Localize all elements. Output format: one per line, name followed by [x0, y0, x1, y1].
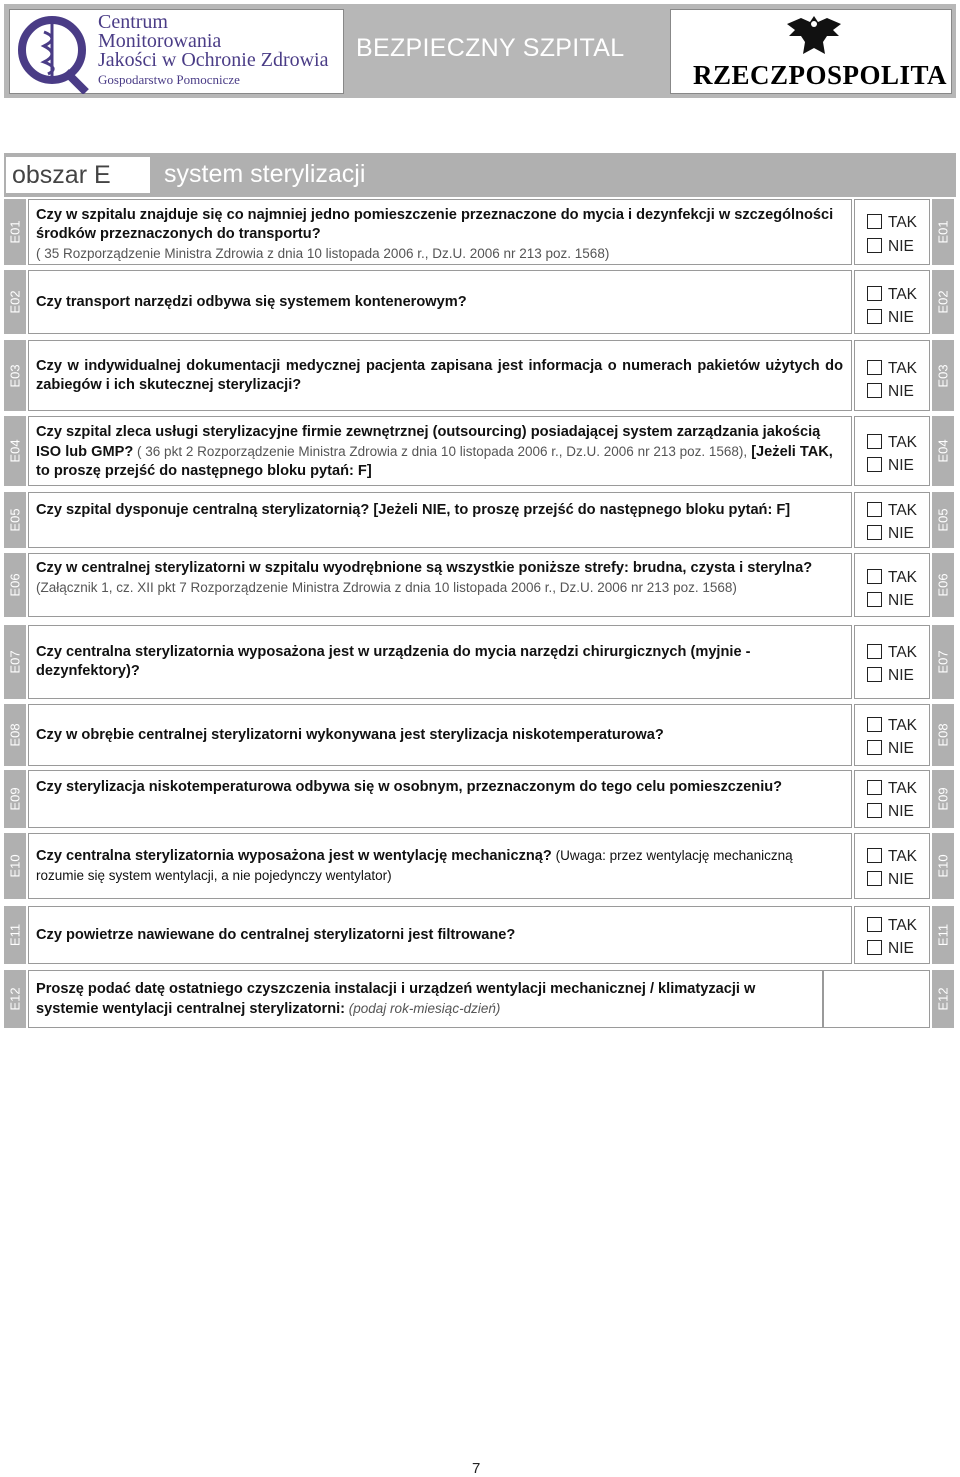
question-text-box: [28, 970, 823, 1028]
checkbox-icon: [867, 848, 882, 863]
checkbox-icon: [867, 286, 882, 301]
question-code-left: E11: [4, 906, 26, 964]
section-code: obszar E: [6, 157, 150, 193]
nie-checkbox[interactable]: NIE: [867, 940, 914, 958]
checkbox-icon: [867, 940, 882, 955]
question-code-right: E08: [932, 704, 954, 766]
question-text: Czy centralna sterylizatornia wyposażona jest w wentylację mechaniczną?: [36, 848, 552, 864]
answer-box: [854, 492, 930, 548]
q-caduceus-icon: [14, 12, 96, 94]
question-code-right: E01: [932, 199, 954, 265]
question-text: Czy powietrze nawiewane do centralnej sterylizatorni jest filtrowane?: [36, 926, 516, 943]
question-text: Czy centralna sterylizatornia wyposażona jest w urządzenia do mycia narzędzi chirurgicznych (myjnie - dezynfektory)?: [36, 644, 751, 679]
question-code-left: E09: [4, 770, 26, 828]
tak-checkbox[interactable]: TAK: [867, 360, 917, 378]
checkbox-icon: [867, 383, 882, 398]
checkbox-icon: [867, 502, 882, 517]
answer-box: [854, 704, 930, 766]
question-code-right: E12: [932, 970, 954, 1028]
question-text-box: [28, 416, 852, 486]
checkbox-icon: [867, 214, 882, 229]
org-name-line3: Jakości w Ochronie Zdrowia: [98, 49, 329, 71]
checkbox-icon: [867, 238, 882, 253]
question-code-left: E05: [4, 492, 26, 548]
checkbox-icon: [867, 457, 882, 472]
answer-box: [854, 906, 930, 964]
question-row-e05: [4, 492, 956, 548]
question-row-e12: [4, 970, 956, 1028]
answer-box: [854, 833, 930, 899]
nie-checkbox[interactable]: NIE: [867, 238, 914, 256]
checkbox-icon: [867, 871, 882, 886]
question-row-e06: [4, 553, 956, 617]
nie-checkbox[interactable]: NIE: [867, 871, 914, 889]
checkbox-icon: [867, 592, 882, 607]
question-text: Proszę podać datę ostatniego czyszczenia instalacji i urządzeń wentylacji mechanicznej / klimatyzacji w systemie wentylacji centralnej sterylizatorni:: [36, 981, 756, 1017]
tak-checkbox[interactable]: TAK: [867, 569, 917, 587]
question-row-e10: [4, 833, 956, 899]
checkbox-icon: [867, 780, 882, 795]
nie-checkbox[interactable]: NIE: [867, 383, 914, 401]
org-name-line2: Monitorowania: [98, 30, 222, 52]
answer-box: [854, 416, 930, 486]
page-number: 7: [472, 1460, 481, 1477]
tak-checkbox[interactable]: TAK: [867, 780, 917, 798]
question-text-box: [28, 492, 852, 548]
nie-checkbox[interactable]: NIE: [867, 667, 914, 685]
header-banner: [4, 4, 956, 98]
question-text-box: [28, 704, 852, 766]
question-text-box: [28, 906, 852, 964]
question-text-box: [28, 270, 852, 334]
question-code-right: E02: [932, 270, 954, 334]
nie-checkbox[interactable]: NIE: [867, 592, 914, 610]
cmj-logo: [9, 9, 344, 94]
checkbox-icon: [867, 360, 882, 375]
question-code-left: E10: [4, 833, 26, 899]
question-code-right: E05: [932, 492, 954, 548]
checkbox-icon: [867, 740, 882, 755]
question-code-right: E09: [932, 770, 954, 828]
question-row-e03: [4, 340, 956, 411]
question-text-box: [28, 625, 852, 699]
tak-checkbox[interactable]: TAK: [867, 717, 917, 735]
question-row-e11: [4, 906, 956, 964]
question-row-e01: [4, 199, 956, 265]
tak-checkbox[interactable]: TAK: [867, 848, 917, 866]
answer-box: [854, 270, 930, 334]
org-name-line4: Gospodarstwo Pomocnicze: [98, 72, 240, 87]
eagle-icon: [783, 12, 845, 58]
answer-box: [854, 770, 930, 828]
answer-box: [854, 625, 930, 699]
question-text-box: [28, 833, 852, 899]
checkbox-icon: [867, 569, 882, 584]
page-title: BEZPIECZNY SZPITAL: [356, 34, 625, 62]
question-text: Czy szpital dysponuje centralną sterylizatornią? [Jeżeli NIE, to proszę przejść do następnego bloku pytań: F]: [36, 502, 791, 518]
tak-checkbox[interactable]: TAK: [867, 644, 917, 662]
checkbox-icon: [867, 803, 882, 818]
tak-checkbox[interactable]: TAK: [867, 214, 917, 232]
question-text: Czy w obrębie centralnej sterylizatorni wykonywana jest sterylizacja niskotemperaturowa?: [36, 726, 664, 743]
question-code-right: E10: [932, 833, 954, 899]
nie-checkbox[interactable]: NIE: [867, 525, 914, 543]
org-name-line1: Centrum: [98, 11, 168, 33]
tak-checkbox[interactable]: TAK: [867, 917, 917, 935]
checkbox-icon: [867, 667, 882, 682]
question-code-left: E12: [4, 970, 26, 1028]
question-code-left: E01: [4, 199, 26, 265]
question-row-e09: [4, 770, 956, 828]
question-code-right: E11: [932, 906, 954, 964]
checkbox-icon: [867, 644, 882, 659]
question-code-left: E03: [4, 340, 26, 411]
nie-checkbox[interactable]: NIE: [867, 803, 914, 821]
question-row-e02: [4, 270, 956, 334]
question-code-right: E03: [932, 340, 954, 411]
skip-instruction: [Jeżeli TAK, to proszę przejść do następnego bloku pytań: F]: [36, 444, 833, 479]
nie-checkbox[interactable]: NIE: [867, 309, 914, 327]
question-text: Czy sterylizacja niskotemperaturowa odbywa się w osobnym, przeznaczonym do tego celu pomieszczeniu?: [36, 779, 783, 795]
question-row-e08: [4, 704, 956, 766]
checkbox-icon: [867, 309, 882, 324]
tak-checkbox[interactable]: TAK: [867, 434, 917, 452]
nie-checkbox[interactable]: NIE: [867, 740, 914, 758]
question-text-box: [28, 770, 852, 828]
question-code-right: E07: [932, 625, 954, 699]
question-text-box: [28, 340, 852, 411]
tak-checkbox[interactable]: TAK: [867, 502, 917, 520]
tak-checkbox[interactable]: TAK: [867, 286, 917, 304]
date-input-field[interactable]: [823, 970, 930, 1028]
question-row-e04: [4, 416, 956, 486]
section-title: system sterylizacji: [164, 160, 366, 188]
partner-name: RZECZPOSPOLITA: [693, 60, 948, 90]
question-code-right: E04: [932, 416, 954, 486]
question-row-e07: [4, 625, 956, 699]
answer-box: [854, 199, 930, 265]
question-code-left: E07: [4, 625, 26, 699]
question-code-left: E02: [4, 270, 26, 334]
question-code-left: E08: [4, 704, 26, 766]
checkbox-icon: [867, 525, 882, 540]
legal-reference: (Załącznik 1, cz. XII pkt 7 Rozporządzenie Ministra Zdrowia z dnia 10 listopada 2006 r., Dz.U. 2006 nr 213 poz. 1568): [36, 580, 737, 595]
checkbox-icon: [867, 917, 882, 932]
legal-reference: ( 36 pkt 2 Rozporządzenie Ministra Zdrowia z dnia 10 listopada 2006 r., Dz.U. 2006 nr 213 poz. 1568),: [133, 444, 748, 459]
question-text: Czy szpital zleca usługi sterylizacyjne firmie zewnętrznej (outsourcing) posiadającej system zarządzania jakością ISO lub GMP?: [36, 424, 821, 460]
question-note: (Uwaga: przez wentylację mechaniczną rozumie się system wentylacji, a nie pojedynczy wentylator): [36, 848, 793, 883]
question-text: Czy w szpitalu znajduje się co najmniej jedno pomieszczenie przeznaczone do mycia i dezynfekcji w szczególności środków przeznaczonych do transportu?: [36, 207, 834, 242]
question-text: Czy w centralnej sterylizatorni w szpitalu wyodrębnione są wszystkie poniższe strefy: brudna, czysta i sterylna?: [36, 560, 813, 576]
section-header: [4, 153, 956, 197]
legal-reference: ( 35 Rozporządzenie Ministra Zdrowia z dnia 10 listopada 2006 r., Dz.U. 2006 nr 213 poz. 1568): [36, 246, 610, 261]
answer-box: [854, 340, 930, 411]
question-note: (podaj rok-miesiąc-dzień): [345, 1001, 501, 1016]
nie-checkbox[interactable]: NIE: [867, 457, 914, 475]
rzeczpospolita-logo: [670, 9, 952, 94]
question-code-left: E06: [4, 553, 26, 617]
question-text: Czy transport narzędzi odbywa się systemem kontenerowym?: [36, 293, 467, 310]
question-code-right: E06: [932, 553, 954, 617]
question-code-left: E04: [4, 416, 26, 486]
question-text: Czy w indywidualnej dokumentacji medycznej pacjenta zapisana jest informacja o numerach pakietów użytych do zabiegów i ich skutecznej sterylizacji?: [36, 357, 843, 393]
question-text-box: [28, 199, 852, 265]
checkbox-icon: [867, 717, 882, 732]
checkbox-icon: [867, 434, 882, 449]
answer-box: [854, 553, 930, 617]
question-text-box: [28, 553, 852, 617]
